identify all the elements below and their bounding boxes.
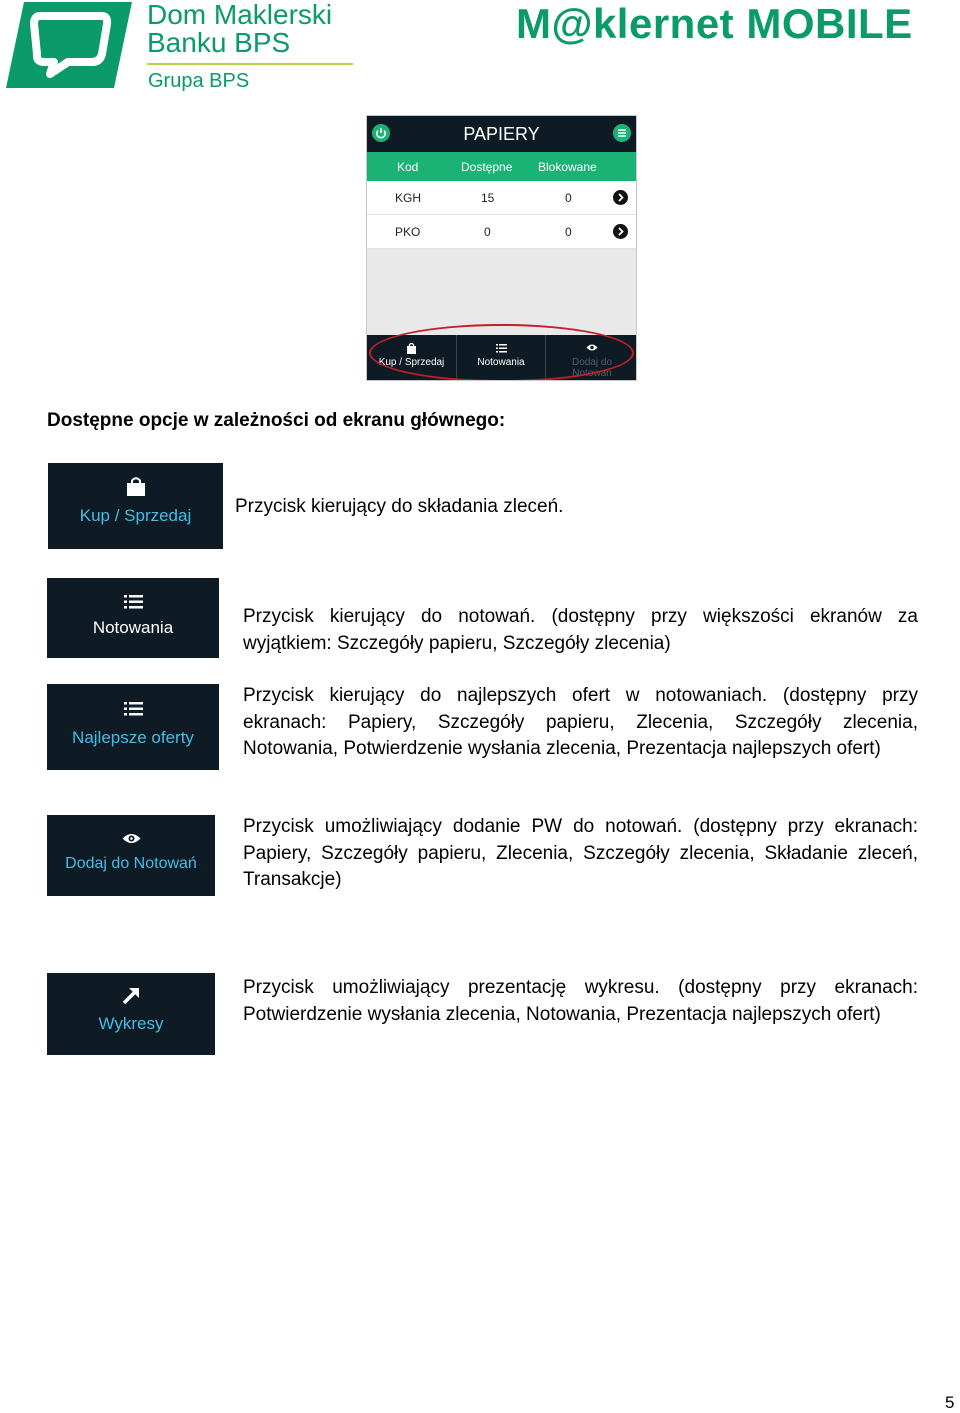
- footer-label: Dodaj do Notowań: [571, 357, 613, 379]
- button-label: Dodaj do Notowań: [65, 855, 197, 872]
- footer-label: Notowania: [477, 357, 525, 368]
- bank-logo: [6, 2, 132, 88]
- button-label: Najlepsze oferty: [72, 728, 194, 747]
- page-number: 5: [945, 1393, 955, 1412]
- app-title: M@klernet MOBILE: [516, 0, 913, 47]
- brand-name-line1: Dom Maklerski: [147, 0, 333, 30]
- brand-name-line2: Banku BPS: [147, 27, 291, 58]
- table-row[interactable]: [367, 181, 636, 215]
- column-header-blokowane: Blokowane: [538, 160, 597, 174]
- menu-icon[interactable]: [613, 124, 631, 142]
- chevron-right-icon[interactable]: [613, 190, 628, 205]
- cell-kod: PKO: [395, 225, 421, 239]
- notowania-button[interactable]: [47, 578, 219, 658]
- phone-screenshot: [366, 115, 637, 381]
- dodaj-do-notowan-button[interactable]: [47, 815, 215, 896]
- brand-divider: [147, 63, 353, 65]
- phone-header: [367, 116, 636, 152]
- option-description: Przycisk kierujący do składania zleceń.: [235, 496, 564, 517]
- chevron-right-icon[interactable]: [613, 224, 628, 239]
- column-header-kod: Kod: [397, 160, 419, 174]
- option-description: Przycisk kierujący do notowań. (dostępny przy większości ekranów za wyjątkiem: Szczegóły papieru, Szczegóły zlecenia): [243, 606, 918, 654]
- option-description: Przycisk umożliwiający prezentację wykresu. (dostępny przy ekranach: Potwierdzenie wysłania zlecenia, Notowania, Prezentacja najlepszych ofert): [243, 977, 918, 1025]
- shopping-bag-icon: [48, 477, 223, 501]
- table-row[interactable]: [367, 215, 636, 249]
- kup-sprzedaj-button[interactable]: [48, 463, 223, 549]
- footer-label: Kup / Sprzedaj: [378, 357, 445, 368]
- table-header: [367, 152, 636, 181]
- button-label: Wykresy: [98, 1014, 164, 1033]
- option-description: Przycisk kierujący do najlepszych ofert w notowaniach. (dostępny przy ekranach: Papiery, Szczegóły papieru, Zlecenia, Szczegóły zlecenia, Notowania, Potwierdzenie wysłania zlecenia, Prezentacja najlepszych ofert): [243, 685, 918, 759]
- cell-dostepne: 0: [484, 225, 491, 239]
- cell-kod: KGH: [395, 191, 422, 205]
- phone-title: PAPIERY: [463, 124, 540, 144]
- column-header-dostepne: Dostępne: [461, 160, 513, 174]
- option-description: Przycisk umożliwiający dodanie PW do notowań. (dostępny przy ekranach: Papiery, Szczegóły papieru, Zlecenia, Szczegóły zlecenia, Składanie zleceń, Transakcje): [243, 816, 918, 890]
- wykresy-button[interactable]: [47, 973, 215, 1055]
- brand-group: Grupa BPS: [148, 70, 250, 92]
- button-label: Notowania: [92, 618, 174, 637]
- cell-blokowane: 0: [565, 225, 572, 239]
- najlepsze-oferty-button[interactable]: [47, 684, 219, 770]
- button-label: Kup / Sprzedaj: [79, 506, 192, 525]
- eye-icon: [47, 829, 215, 850]
- cell-blokowane: 0: [565, 191, 572, 205]
- section-heading: Dostępne opcje w zależności od ekranu głównego:: [47, 410, 506, 431]
- list-icon: [47, 593, 219, 614]
- list-icon: [47, 700, 219, 721]
- arrow-up-right-icon: [47, 986, 215, 1010]
- highlight-oval: [369, 324, 634, 381]
- cell-dostepne: 15: [481, 191, 495, 205]
